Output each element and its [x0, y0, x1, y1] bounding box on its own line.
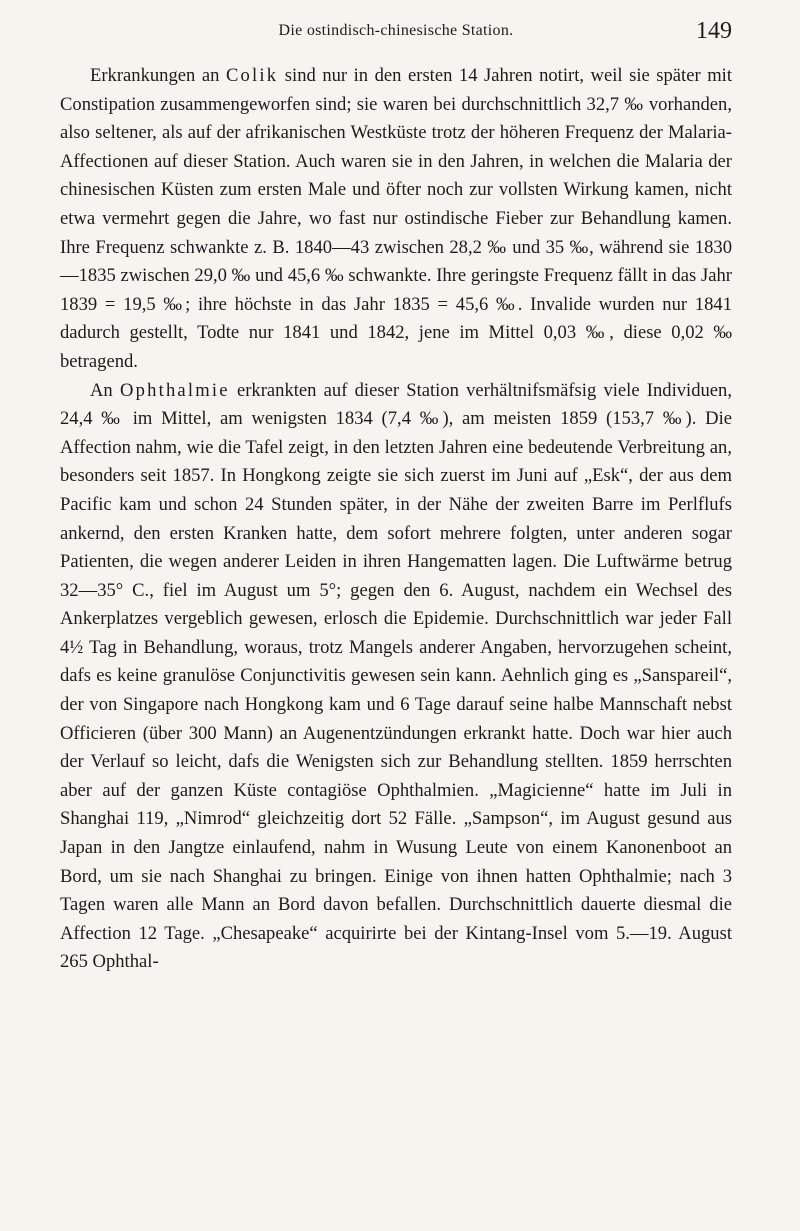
running-title: Die ostindisch-chinesische Station.: [278, 22, 514, 39]
paragraph-text: erkrankten auf dieser Station verhältnifsmäfsig viele Individuen, 24,4 ‰ im Mittel, am wenigsten 1834 (7,4 ‰), am meisten 1859 (153,7 ‰). Die Affection nahm, wie die Tafel zeigt, in den letzten Jahren eine bedeutende Verbreitung an, besonders seit 1857. In Hongkong zeigte sie sich zuerst im Juni auf „Esk“, der aus dem Pacific kam und schon 24 Stunden später, in der Nähe der zweiten Barre im Perlflufs ankernd, den ersten Kranken hatte, dem sofort mehrere folgten, unter anderen sogar Patienten, die wegen anderer Leiden in ihren Hangematten lagen. Die Luftwärme betrug 32—35° C., fiel im August um 5°; gegen den 6. August, nachdem ein Wechsel des Ankerplatzes vergeblich gewesen, erlosch die Epidemie. Durchschnittlich war jeder Fall 4½ Tag in Behandlung, woraus, trotz Mangels anderer Angaben, hervorzugehen scheint, dafs es keine granulöse Conjunctivitis gewesen sein kann. Aehnlich ging es „Sanspareil“, der von Singapore nach Hongkong kam und 6 Tage darauf seine halbe Mannschaft nebst Officieren (über 300 Mann) an Augenentzündungen erkrankt hatte. Doch war hier auch der Verlauf so leicht, dafs die Wenigsten sich zur Behandlung stellten. 1859 herrschten aber auf der ganzen Küste contagiöse Ophthalmien. „Magicienne“ hatte im Juli in Shanghai 119, „Nimrod“ gleichzeitig dort 52 Fälle. „Sampson“, im August gesund aus Japan in den Jangtze einlaufend, nahm in Wusung Leute von einem Kanonenboot an Bord, um sie nach Shanghai zu bringen. Einige von ihnen hatten Ophthalmie; nach 3 Tagen waren alle Mann an Bord davon befallen. Durchschnittlich dauerte diesmal die Affection 12 Tage. „Chesapeake“ acquirirte bei der Kintang-Insel vom 5.—19. August 265 Ophthal-: [60, 379, 733, 973]
paragraph-lead: Erkrankungen an: [90, 65, 220, 86]
running-header: [60, 18, 732, 62]
body-text: [60, 62, 732, 977]
paragraph-text: sind nur in den ersten 14 Jahren notirt, weil sie später mit Constipation zusammengeworfen sind; sie waren bei durchschnittlich 32,7 ‰ vorhanden, also seltener, als auf der afrikanischen Westküste trotz der höheren Frequenz der Malaria-Affectionen auf dieser Station. Auch waren sie in den Jahren, in welchen die Malaria der chinesischen Küsten zum ersten Male und öfter noch zur vollsten Wirkung kamen, nicht etwa vermehrt gegen die Jahre, wo fast nur ostindische Fieber zur Behandlung kamen. Ihre Frequenz schwankte z. B. 1840—43 zwischen 28,2 ‰ und 35 ‰, während sie 1830—1835 zwischen 29,0 ‰ und 45,6 ‰ schwankte. Ihre geringste Frequenz fällt in das Jahr 1839 = 19,5 ‰; ihre höchste in das Jahr 1835 = 45,6 ‰. Invalide wurden nur 1841 dadurch gestellt, Todte nur 1841 und 1842, jene im Mittel 0,03 ‰, diese 0,02 ‰ betragend.: [60, 65, 732, 372]
paragraph-lead: An: [90, 379, 113, 401]
paragraph-ophthalmie: [60, 377, 732, 977]
paragraph-colik: [60, 62, 732, 377]
spaced-term-colik: Colik: [225, 65, 279, 86]
page-number: 149: [696, 18, 732, 44]
book-page: [60, 18, 732, 977]
spaced-term-ophthalmie: Ophthalmie: [119, 379, 230, 401]
